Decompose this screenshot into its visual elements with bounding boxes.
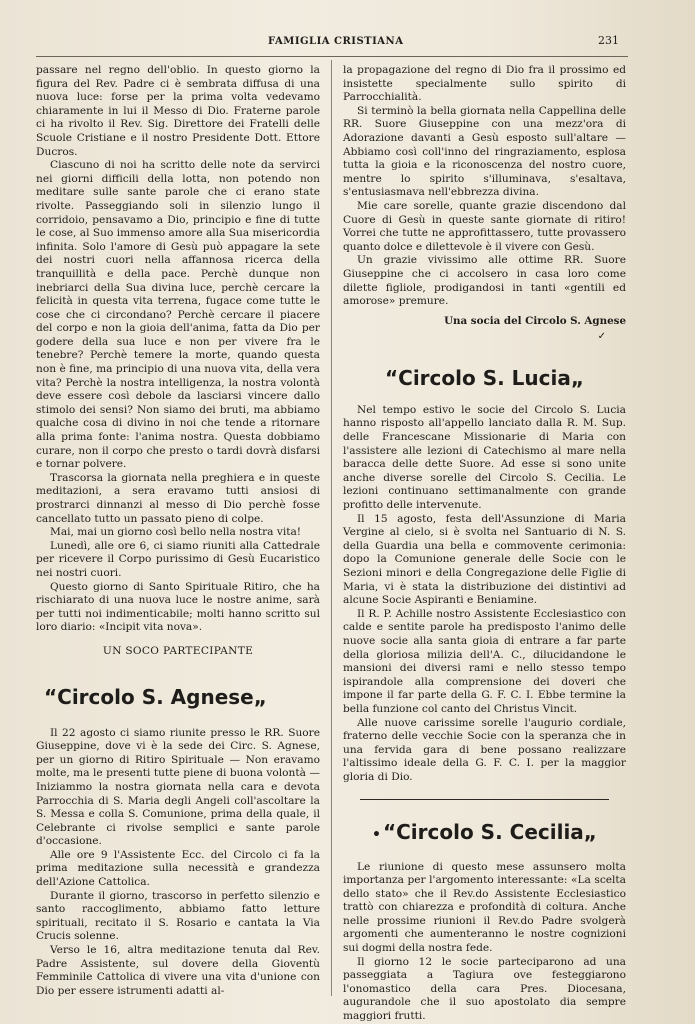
section-title-circolo-cecilia bbox=[343, 820, 626, 847]
section-paragraph: Il 15 agosto, festa dell'Assunzione di Maria Vergine al cielo, si è svolta nel Santuario di N. S. della Guardia una bella e commovente cerimonia: dopo la Comunione generale delle Socie con le Sezioni minori e della Congregazione delle Figlie di Maria, vi è stata la distribuzione dei distintivi ad alcune Socie Aspiranti e Beniamine. bbox=[343, 512, 626, 607]
section-paragraph: Il R. P. Achille nostro Assistente Ecclesiastico con calde e sentite parole ha predisposto l'animo delle nuove socie alla santa gioia di entrare a far parte della gloriosa milizia dell'A. C., dilucidandone le mansioni dei diversi rami e nello stesso tempo ispirandole alla comprensione dei doveri che impone il far parte della G. F. C. I. Ebbe termine la bella funzione col canto del Christus Vincit. bbox=[343, 607, 626, 715]
section-paragraph: Nel tempo estivo le socie del Circolo S. Lucia hanno risposto all'appello lanciato dalla R. M. Sup. delle Francescane Missionarie di Maria con l'assistere alle lezioni di Catechismo al mare nella baracca delle dette Suore. Ad esse si sono unite anche diverse sorelle del Circolo S. Cecilia. Le lezioni continuano settimanalmente con grande profitto delle intervenute. bbox=[343, 403, 626, 512]
article-paragraph: Trascorsa la giornata nella preghiera e in queste meditazioni, a sera eravamo tutti ansiosi di prostrarci dinnanzi al messo di Dio perchè fosse cancellato tutto un passato pieno di colpe. bbox=[36, 471, 320, 525]
section-paragraph: Le riunione di questo mese assunsero molta importanza per l'argomento interessante: «La scelta dello stato» che il Rev.do Assistente Ecclesiastico trattò con chiarezza e profondità di coltura. Anche nelle prossime riunioni il Rev.do Padre svolgerà argomenti che aumenteranno le nostre cognizioni sui dogmi della nostra fede. bbox=[343, 860, 626, 955]
article-signature: Una socia del Circolo S. Agnese bbox=[444, 314, 626, 327]
article-paragraph: Mie care sorelle, quante grazie discendono dal Cuore di Gesù in queste sante giornate di ritiro! Vorrei che tutte ne approfittassero, tutte provassero quanto dolce e dilettevole è il vivere con Gesù. bbox=[343, 199, 626, 253]
section-paragraph: Il giorno 12 le socie parteciparono ad una passeggiata a Tagiura ove festeggiarono l'onomastico della cara Pres. Diocesana, augurandole che il suo apostolato dia sempre maggiori frutti. bbox=[343, 955, 626, 1023]
bullet-icon: • bbox=[372, 826, 381, 843]
article-paragraph: Mai, mai un giorno così bello nella nostra vita! bbox=[50, 526, 302, 539]
section-paragraph: Verso le 16, altra meditazione tenuta dal Rev. Padre Assistente, sul dovere della Gioventù Femminile Cattolica di vivere una vita d'unione con Dio per essere istrumenti adatti al- bbox=[36, 944, 320, 997]
article-paragraph: passare nel regno dell'oblio. In questo giorno la figura del Rev. Padre ci è sembrata diffusa di una nuova luce: forse per la prima volta vedevamo chiaramente in lui il Messo di Dio. Fraterne parole ci ha rivolto il Rev. Sig. Direttore dei Fratelli delle Scuole Cristiane e il nostro Presidente Dott. Ettore Ducros. bbox=[36, 64, 320, 158]
page-number: 231 bbox=[598, 34, 619, 47]
article-paragraph: Un grazie vivissimo alle ottime RR. Suore Giuseppine che ci accolsero in casa loro come dilette figliole, prodigandosi in tanti «gentili ed amorose» premure. bbox=[343, 254, 626, 308]
article-paragraph: Questo giorno di Santo Spirituale Ritiro, che ha rischiarato di una nuova luce le nostre anime, sarà per tutti noi indimenticabile; molti hanno scritto sul loro diario: «Incipit vita nova». bbox=[36, 580, 320, 634]
header-rule bbox=[36, 56, 628, 57]
section-paragraph: Alle ore 9 l'Assistente Ecc. del Circolo ci fa la prima meditazione sulla necessità e grandezza dell'Azione Cattolica. bbox=[36, 848, 320, 889]
article-paragraph: la propagazione del regno di Dio fra il prossimo ed insistette specialmente sullo spirito di Parrocchialità. bbox=[343, 64, 626, 104]
section-paragraph: Durante il giorno, trascorso in perfetto silenzio e santo raccoglimento, abbiamo fatto letture spirituali, recitato il S. Rosario e cantata la Via Crucis solenne. bbox=[36, 889, 320, 943]
section-title-circolo-lucia: “Circolo S. Lucia„ bbox=[385, 365, 584, 390]
left-column bbox=[36, 64, 320, 998]
section-paragraph: Alle nuove carissime sorelle l'augurio cordiale, fraterno delle vecchie Socie con la speranza che in una fervida gara di bene possano realizzare l'altissimo ideale della G. F. C. I. per la maggior gloria di Dio. bbox=[343, 716, 626, 783]
section-title-text: “Circolo S. Cecilia„ bbox=[382, 819, 597, 844]
section-title-circolo-agnese: “Circolo S. Agnese„ bbox=[44, 684, 267, 709]
article-paragraph: Si terminò la bella giornata nella Cappellina delle RR. Suore Giuseppine con una mezz'ora di Adorazione davanti a Gesù esposto sull'altare — Abbiamo così coll'inno del ringraziamento, esplosa tutta la gioia e la riconoscenza del nostro cuore, mentre lo spirito s'illuminava, s'esaltava, s'entusiasmava nell'ebbrezza divina. bbox=[343, 104, 626, 199]
article-signature: UN SOCO PARTECIPANTE bbox=[102, 644, 254, 657]
column-divider bbox=[331, 60, 332, 996]
article-paragraph: Lunedì, alle ore 6, ci siamo riuniti alla Cattedrale per ricevere il Corpo purissimo di Gesù Eucaristico nei nostri cuori. bbox=[36, 539, 320, 579]
article-paragraph: Ciascuno di noi ha scritto delle note da servirci nei giorni difficili della lotta, non potendo non meditare sulle sante parole che ci erano state rivolte. Passeggiando soli in silenzio lungo il corridoio, pensavamo a Dio, principio e fine di tutte le cose, al Suo immenso amore alla Sua misericordia infinita. Solo l'amore di Gesù può appagare la sete dei nostri cuori nella affannosa ricerca della tranquillità e della pace. Perchè dunque non inebriarci della Sua divina luce, perchè cercare la felicità in questa vita terrena, fugace come tutte le cose che ci circondano? Perchè cercare il piacere del corpo e non la gioia dell'anima, fatta da Dio per godere della sua luce e non per vivere fra le tenebre? Perchè temere la morte, quando questa non è fine, ma principio di una nuova vita, della vera vita? Perchè la nostra intelligenza, la nostra volontà deve essere così debole da lasciarsi vincere dallo stimolo dei sensi? Non siamo dei bruti, ma abbiamo qualche cosa di divino in noi che tende a ritornare alla prima fonte: l'anima nostra. Questa dobbiamo curare, non il corpo che presto o tardi dovrà disfarsi e tornar polvere. bbox=[36, 159, 320, 471]
section-paragraph: Il 22 agosto ci siamo riunite presso le RR. Suore Giuseppine, dove vi è la sede dei Circ. S. Agnese, per un giorno di Ritiro Spirituale — Non eravamo molte, ma le presenti tutte piene di buona volontà — Iniziammo la nostra giornata nella cara e devota Parrocchia di S. Maria degli Angeli coll'ascoltare la S. Messa e colla S. Comunione, prima della quale, il Celebrante ci rivolse semplici e sante parole d'occasione. bbox=[36, 726, 320, 848]
right-column bbox=[343, 64, 626, 1024]
section-rule bbox=[360, 799, 609, 800]
check-mark-icon: ✓ bbox=[597, 331, 606, 343]
running-head: FAMIGLIA CRISTIANA bbox=[268, 36, 404, 47]
